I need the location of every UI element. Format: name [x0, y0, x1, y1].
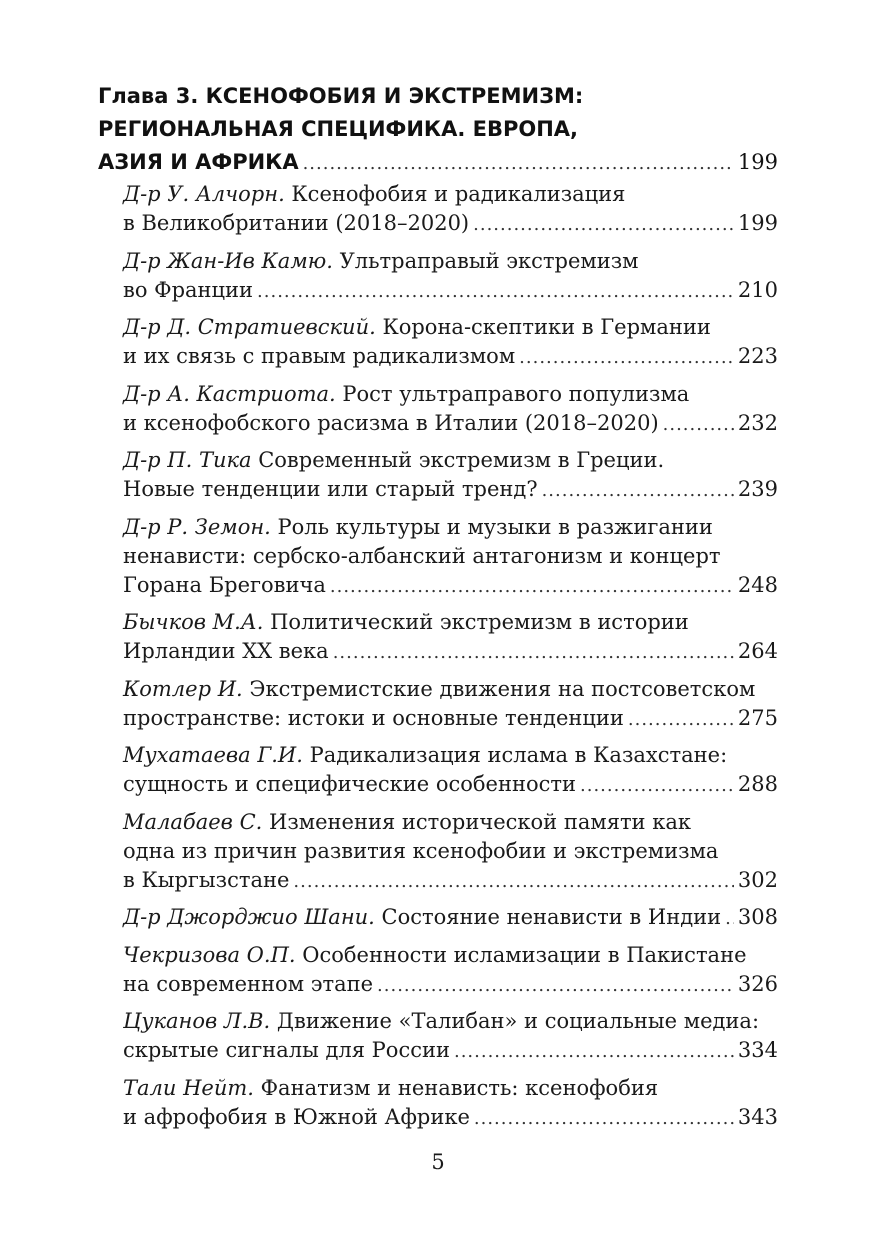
toc-entry [123, 675, 778, 734]
toc-entry-page-number: 326 [737, 971, 778, 996]
chapter-title-text: АЗИЯ И АФРИКА [98, 150, 299, 174]
toc-entry-line [123, 1074, 778, 1103]
toc-entry-page-number: 239 [737, 477, 778, 501]
toc-entry-author: Котлер И. [123, 676, 243, 701]
toc-entry-title: Рост ультраправого популизма [335, 381, 690, 406]
toc-entry-text: пространстве: истоки и основные тенденции [123, 705, 624, 730]
leader-dots [377, 971, 734, 1000]
toc-entry-title: Современный экстремизм в Греции. [251, 448, 665, 472]
toc-entry-text: во Франции [123, 277, 254, 302]
toc-entry-page-number: 302 [737, 867, 778, 892]
toc-entry-line [123, 903, 778, 933]
toc-entry-title: Фанатизм и ненависть: ксенофобия [253, 1075, 659, 1100]
leader-dots [333, 638, 734, 667]
toc-entry-text: и ксенофобского расизма в Италии (2018–2020) [123, 410, 659, 435]
toc-entry-page-number: 334 [737, 1038, 778, 1062]
toc-entry-line [123, 637, 778, 667]
toc-entry-author: Д-р Жан-Ив Камю. [123, 248, 333, 273]
toc-entry-title: Ультраправый экстремизм [332, 248, 639, 273]
toc-entry [123, 247, 778, 306]
toc-entry-text: Горана Бреговича [123, 572, 326, 597]
toc-entry-line [123, 446, 778, 475]
toc-entry-text: на современном этапе [123, 971, 374, 996]
toc-entry-title: Ксенофобия и радикализация [284, 182, 626, 206]
leader-dots [663, 410, 734, 439]
toc-entry-line [123, 866, 778, 896]
toc-entry-line [123, 313, 778, 342]
toc-entry-line [123, 704, 778, 734]
chapter-heading [98, 80, 778, 180]
toc-entry-text: Ирландии XX века [123, 639, 329, 663]
toc-entry-line [123, 409, 778, 439]
toc-entry [123, 608, 778, 667]
toc-entry-title: Экстремистские движения на постсоветском [242, 676, 756, 701]
toc-entry-page-number: 248 [737, 572, 778, 597]
toc-entry-line [123, 675, 778, 704]
toc-entry-line [123, 1036, 778, 1066]
leader-dots [628, 705, 734, 734]
toc-entry-author: Малабаев С. [123, 809, 263, 834]
toc-entry-text: в Великобритании (2018–2020) [123, 211, 470, 235]
toc-entry [123, 1007, 778, 1066]
toc-entry-text: скрытые сигналы для России [123, 1038, 450, 1062]
toc-entry [123, 513, 778, 601]
leader-dots [293, 867, 734, 896]
toc-entry-line [123, 941, 778, 970]
leader-dots [330, 572, 734, 601]
toc-entry-page-number: 199 [737, 211, 778, 235]
toc-entry [123, 903, 778, 933]
toc-entry-title: Политический экстремизм в истории [263, 610, 689, 634]
toc-entry-page-number: 343 [737, 1104, 778, 1129]
toc-entry-title: Изменения исторической памяти как [262, 809, 692, 834]
toc-entry-line [123, 180, 778, 209]
toc-entry-line [123, 276, 778, 306]
toc-entry-title: Особенности исламизации в Пакистане [295, 942, 747, 967]
toc-entry-page-number: 275 [737, 705, 778, 730]
toc-entry [123, 446, 778, 505]
toc-entry-title: Состояние ненависти в Индии [374, 905, 722, 929]
leader-dots [542, 476, 734, 505]
toc-entry-title: Радикализация ислама в Казахстане: [302, 743, 728, 767]
toc-entry-line [123, 608, 778, 637]
toc-entry-line [123, 1007, 778, 1036]
toc-entry-line [123, 1103, 778, 1133]
toc-entry-page-number: 308 [737, 905, 778, 929]
toc-entry-author: Д-р У. Алчорн. [123, 182, 285, 206]
toc-entries [123, 180, 778, 1140]
toc-entry-title: Роль культуры и музыки в разжигании [270, 514, 713, 539]
toc-entry-author: Д-р Д. Стратиевский. [123, 315, 376, 339]
toc-entry-text [123, 903, 721, 932]
toc-entry-title: Движение «Талибан» и социальные медиа: [270, 1009, 760, 1033]
toc-entry-author: Д-р П. Тика [123, 448, 252, 472]
toc-entry [123, 313, 778, 372]
toc-entry-author: Д-р Р. Земон. [123, 514, 271, 539]
toc-entry-line [123, 247, 778, 276]
toc-entry-page-number: 264 [737, 639, 778, 663]
toc-entry-text: и афрофобия в Южной Африке [123, 1104, 470, 1129]
toc-entry-author: Д-р А. Кастриота. [123, 381, 336, 406]
toc-entry-page-number: 210 [737, 277, 778, 302]
toc-entry-text: в Кыргызстане [123, 867, 290, 892]
chapter-page-number: 199 [737, 150, 778, 174]
leader-dots [454, 1037, 734, 1066]
toc-entry-line [123, 475, 778, 505]
toc-entry-author: Бычков М.А. [123, 610, 264, 634]
toc-entry-line [123, 380, 778, 409]
toc-entry [123, 1074, 778, 1133]
toc-entry-text: Новые тенденции или старый тренд? [123, 477, 538, 501]
toc-entry-text: сущность и специфические особенности [123, 772, 576, 796]
toc-entry-line [123, 513, 778, 542]
toc-entry-text: и их связь с правым радикализмом [123, 344, 516, 368]
leader-dots [474, 1104, 734, 1133]
toc-entry-line: ненависти: сербско-албанский антагонизм и концерт [123, 543, 721, 568]
toc-entry-author: Мухатаева Г.И. [123, 743, 303, 767]
toc-entry-author: Цуканов Л.В. [123, 1009, 271, 1033]
toc-entry-author: Чекризова О.П. [123, 942, 296, 967]
page-number: 5 [431, 1150, 445, 1174]
leader-dots [257, 277, 734, 306]
leader-dots [519, 343, 734, 372]
leader-dots [473, 210, 734, 239]
toc-entry [123, 741, 778, 800]
chapter-title-line-3 [98, 146, 778, 180]
toc-entry [123, 808, 778, 896]
toc-entry-page-number: 223 [737, 344, 778, 368]
leader-dots [725, 904, 734, 933]
toc-entry-line [123, 209, 778, 239]
toc-entry-line [123, 571, 778, 601]
toc-entry-line [123, 342, 778, 372]
toc-entry-line [123, 808, 778, 837]
toc-entry-line [123, 970, 778, 1000]
toc-entry [123, 180, 778, 239]
toc-entry-line [123, 770, 778, 800]
toc-entry [123, 380, 778, 439]
leader-dots [580, 771, 734, 800]
toc-entry-page-number: 288 [737, 772, 778, 796]
toc-entry [123, 941, 778, 1000]
chapter-title-line-1: Глава 3. КСЕНОФОБИЯ И ЭКСТРЕМИЗМ: [98, 84, 584, 108]
toc-entry-author: Д-р Джорджио Шани. [123, 905, 375, 929]
toc-entry-line: одна из причин развития ксенофобии и экстремизма [123, 838, 719, 863]
chapter-title-line-2: РЕГИОНАЛЬНАЯ СПЕЦИФИКА. ЕВРОПА, [98, 117, 579, 141]
toc-entry-author: Тали Нейт. [123, 1075, 254, 1100]
toc-entry-title: Корона-скептики в Германии [375, 315, 711, 339]
toc-entry-line [123, 741, 778, 770]
toc-entry-page-number: 232 [737, 410, 778, 435]
leader-dots [303, 147, 734, 180]
